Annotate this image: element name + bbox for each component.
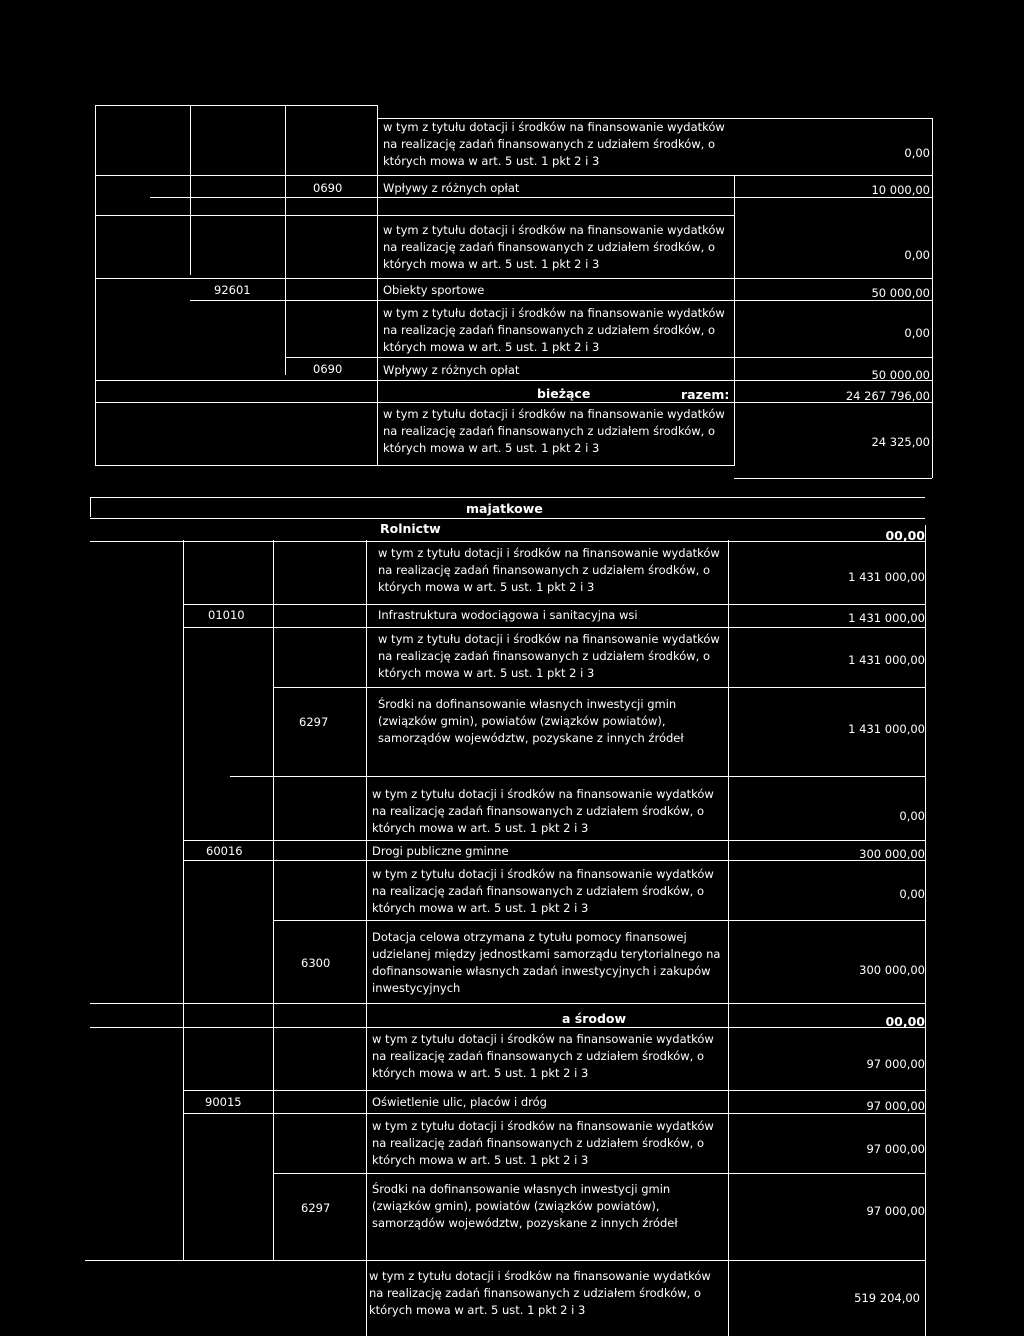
row-divider (230, 776, 925, 777)
row-label: Obiekty sportowe (383, 283, 485, 297)
row-divider (183, 627, 925, 628)
row-amount: 0,00 (899, 887, 925, 901)
row-label: a środow (562, 1011, 627, 1026)
classification-code: 6300 (301, 956, 331, 970)
row-label: w tym z tytułu dotacji i środków na finansowanie wydatków na realizację zadań finansowanych z udziałem środków, o których mowa w art. 5 ust. 1 pkt 2 i 3 (372, 1119, 714, 1167)
total-label-type: bieżące (537, 386, 591, 401)
row-divider (95, 175, 932, 176)
column-divider (190, 105, 191, 275)
row-divider (273, 687, 925, 688)
row-amount: 00,00 (885, 1014, 925, 1029)
table-border-left (95, 105, 96, 465)
row-amount: 1 431 000,00 (848, 611, 925, 625)
row-label: Wpływy z różnych opłat (383, 363, 520, 377)
row-amount: 300 000,00 (859, 847, 925, 861)
row-label: w tym z tytułu dotacji i środków na finansowanie wydatków na realizację zadań finansowanych z udziałem środków, o których mowa w art. 5 ust. 1 pkt 2 i 3 (369, 1269, 711, 1317)
table-border-right (932, 118, 933, 478)
row-label: Infrastruktura wodociągowa i sanitacyjna wsi (378, 608, 638, 622)
row-label: w tym z tytułu dotacji i środków na finansowanie wydatków na realizację zadań finansowanych z udziałem środków, o których mowa w art. 5 ust. 1 pkt 2 i 3 (383, 223, 725, 271)
row-label: w tym z tytułu dotacji i środków na finansowanie wydatków na realizację zadań finansowanych z udziałem środków, o których mowa w art. 5 ust. 1 pkt 2 i 3 (372, 1032, 714, 1080)
row-label: w tym z tytułu dotacji i środków na finansowanie wydatków na realizację zadań finansowanych z udziałem środków, o których mowa w art. 5 ust. 1 pkt 2 i 3 (372, 867, 714, 915)
classification-code: 92601 (214, 283, 251, 297)
row-amount: 97 000,00 (866, 1099, 925, 1113)
classification-code: 60016 (206, 844, 243, 858)
row-label: w tym z tytułu dotacji i środków na finansowanie wydatków na realizację zadań finansowanych z udziałem środków, o których mowa w art. 5 ust. 1 pkt 2 i 3 (378, 546, 720, 594)
row-amount: 0,00 (904, 146, 930, 160)
row-amount: 97 000,00 (866, 1204, 925, 1218)
row-divider (285, 357, 932, 358)
total-amount: 24 267 796,00 (845, 389, 930, 403)
classification-code: 90015 (205, 1095, 242, 1109)
classification-code: 6297 (299, 715, 329, 729)
column-divider (366, 540, 367, 1336)
row-divider (95, 278, 932, 279)
row-divider (90, 518, 925, 519)
section-heading: majatkowe (466, 501, 543, 516)
row-amount: 1 431 000,00 (848, 653, 925, 667)
row-divider (273, 1173, 925, 1174)
row-divider (273, 920, 925, 921)
row-divider (95, 465, 735, 466)
row-divider (183, 1090, 925, 1091)
classification-code: 01010 (208, 608, 245, 622)
row-label: Drogi publiczne gminne (372, 844, 509, 858)
row-label: w tym z tytułu dotacji i środków na finansowanie wydatków na realizację zadań finansowanych z udziałem środków, o których mowa w art. 5 ust. 1 pkt 2 i 3 (383, 306, 725, 354)
row-amount: 50 000,00 (871, 368, 930, 382)
classification-code: 0690 (313, 362, 343, 376)
row-label: Środki na dofinansowanie własnych inwestycji gmin (związków gmin), powiatów (związków powiatów), samorządów województw, pozyskane z innych źródeł (378, 697, 684, 745)
row-amount: 50 000,00 (871, 286, 930, 300)
row-label: Środki na dofinansowanie własnych inwestycji gmin (związków gmin), powiatów (związków powiatów), samorządów województw, pozyskane z innych źródeł (372, 1182, 678, 1230)
total-sub-amount: 24 325,00 (871, 435, 930, 449)
row-divider (183, 840, 925, 841)
row-label: Oświetlenie ulic, placów i dróg (372, 1095, 547, 1109)
row-amount: 0,00 (899, 809, 925, 823)
row-amount: 1 431 000,00 (848, 722, 925, 736)
row-divider (85, 1260, 925, 1261)
row-label: w tym z tytułu dotacji i środków na finansowanie wydatków na realizację zadań finansowanych z udziałem środków, o których mowa w art. 5 ust. 1 pkt 2 i 3 (372, 787, 714, 835)
classification-code: 0690 (313, 181, 343, 195)
classification-code: 6297 (301, 1201, 331, 1215)
row-amount: 97 000,00 (866, 1142, 925, 1156)
column-divider (285, 105, 286, 375)
row-divider (95, 105, 377, 106)
column-divider (728, 540, 729, 1336)
column-divider (377, 105, 378, 465)
row-amount: 519 204,00 (854, 1291, 920, 1305)
column-divider (734, 175, 735, 465)
row-amount: 10 000,00 (871, 183, 930, 197)
column-divider (273, 540, 274, 1260)
row-amount: 0,00 (904, 326, 930, 340)
row-label: Rolnictw (380, 521, 441, 536)
row-amount: 1 431 000,00 (848, 570, 925, 584)
row-divider (90, 497, 925, 498)
column-divider (183, 540, 184, 1260)
row-amount: 97 000,00 (866, 1057, 925, 1071)
row-label: w tym z tytułu dotacji i środków na finansowanie wydatków na realizację zadań finansowanych z udziałem środków, o których mowa w art. 5 ust. 1 pkt 2 i 3 (378, 632, 720, 680)
row-divider (183, 604, 925, 605)
row-amount: 00,00 (885, 528, 925, 543)
row-label: Dotacja celowa otrzymana z tytułu pomocy finansowej udzielanej między jednostkami samorządu terytorialnego na dofinansowanie własnych zadań inwestycyjnych i zakupów inwestycyjnych (372, 930, 721, 995)
row-amount: 300 000,00 (859, 963, 925, 977)
row-divider (95, 215, 735, 216)
row-label: Wpływy z różnych opłat (383, 181, 520, 195)
row-divider (734, 478, 932, 479)
table-border-left (90, 497, 91, 517)
row-label: w tym z tytułu dotacji i środków na finansowanie wydatków na realizację zadań finansowanych z udziałem środków, o których mowa w art. 5 ust. 1 pkt 2 i 3 (383, 120, 725, 168)
row-divider (90, 1003, 925, 1004)
total-label: razem: (681, 387, 730, 402)
total-sub-label: w tym z tytułu dotacji i środków na finansowanie wydatków na realizację zadań finansowanych z udziałem środków, o których mowa w art. 5 ust. 1 pkt 2 i 3 (383, 407, 725, 455)
row-amount: 0,00 (904, 248, 930, 262)
table-border-right (925, 525, 926, 1336)
